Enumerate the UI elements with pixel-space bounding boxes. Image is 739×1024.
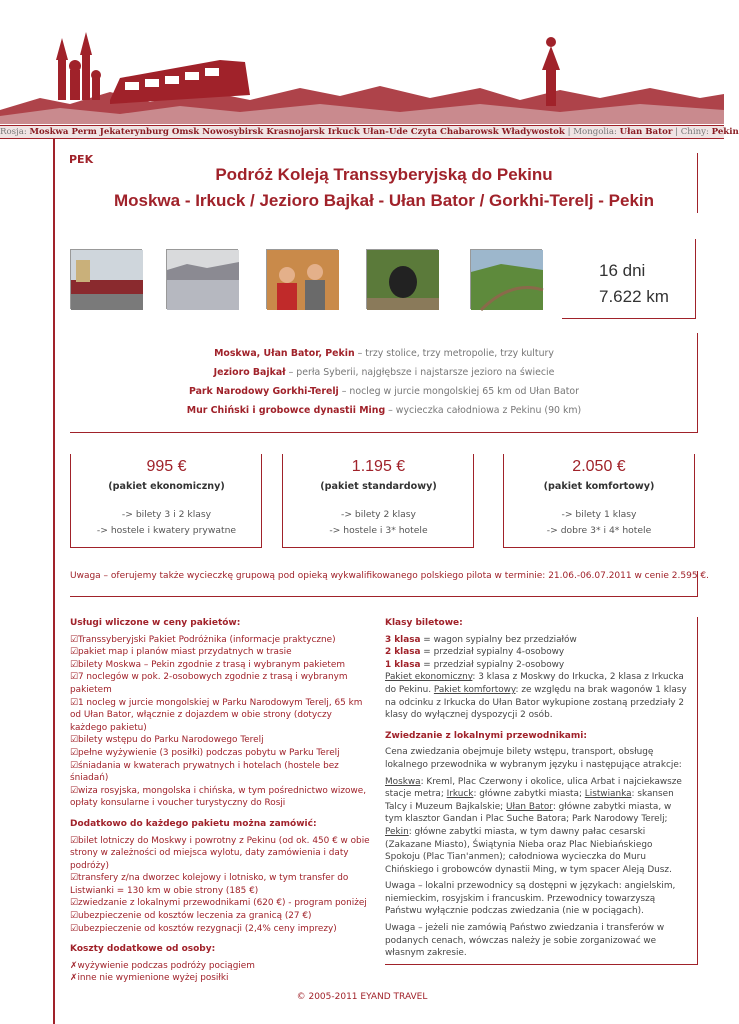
list-item: ✗ wyżywienie podczas podróży pociągiem [70, 960, 370, 973]
list-item: ✗ inne nie wymienione wyżej posiłki [70, 972, 370, 985]
highlight-item: Park Narodowy Gorkhi-Terelj – nocleg w jurcie mongolskiej 65 km od Ułan Bator [188, 386, 580, 397]
package-standard [282, 454, 474, 548]
package-comfort [503, 454, 695, 548]
class-1: 1 klasa = przedział sypialny 2-osobowy [385, 659, 565, 670]
class-2: 2 klasa = przedział sypialny 4-osobowy [385, 647, 565, 658]
package-price: 995 € [146, 458, 187, 475]
route-separator: | [567, 127, 571, 137]
route-mongolia-label: Mongolia: [573, 127, 617, 137]
photo-tunnel [366, 249, 438, 309]
guides-note: Uwaga – jeżeli nie zamówią Państwo zwiedzania i transferów w podanych cenach, wówczas należy je sobie zorganizować we własnym zakresie. [385, 923, 665, 959]
package-line: -> bilety 1 klasy [561, 509, 637, 520]
package-line: -> hostele i kwatery prywatne [96, 525, 237, 536]
trip-stats [562, 239, 696, 319]
photo-travellers [266, 249, 338, 309]
trip-code: PEK [69, 153, 94, 166]
list-item: ☑ bilety wstępu do Parku Narodowego Terelj [70, 734, 370, 747]
services-heading: Usługi wliczone w ceny pakietów: [70, 618, 241, 628]
list-item: ☑ ubezpieczenie od kosztów rezygnacji (2,4% ceny imprezy) [70, 923, 370, 936]
package-economy [70, 454, 262, 548]
list-item: ☑ pełne wyżywienie (3 posiłki) podczas pobytu w Parku Terelj [70, 747, 370, 760]
info-column [385, 617, 698, 965]
list-item: ☑ wiza rosyjska, mongolska i chińska, w tym pośrednictwo wizowe, opłaty konsularne i voucher turystyczny do Rosji [70, 785, 370, 810]
trip-distance: 7.622 km [599, 287, 669, 306]
guides-note: Uwaga – lokalni przewodnicy są dostępni w językach: angielskim, niemieckim, rosyjskim i francuskim. Przewodnicy towarzyszą Państwu wyłącznie podczas zwiedzania (nie w pociągach). [385, 881, 676, 917]
title-frame-rule [697, 153, 698, 213]
route-mongolia-cities: Ułan Bator [619, 127, 673, 137]
group-tour-note [70, 571, 709, 597]
list-item: ☑ Transsyberyjski Pakiet Podróżnika (informacje praktyczne) [70, 634, 370, 647]
route-separator: | [675, 127, 678, 137]
guides-intro: Cena zwiedzania obejmuje bilety wstępu, transport, obsługę lokalnego przewodnika w wybranym języku i następujące atrakcje: [385, 747, 682, 770]
highlight-item: Moskwa, Ułan Bator, Pekin – trzy stolice, trzy metropolie, trzy kultury [214, 348, 554, 359]
header-banner [0, 0, 724, 126]
package-price: 2.050 € [572, 458, 626, 475]
route-chiny-cities: Pekin [711, 127, 739, 137]
list-item: ☑ pakiet map i planów miast przydatnych w trasie [70, 646, 370, 659]
route-rosja-label: Rosja: [0, 127, 27, 137]
trip-duration: 16 dni [599, 261, 646, 280]
services-column [70, 617, 370, 993]
page-title: Podróż Koleją Transsyberyjską do Pekinu [215, 165, 553, 184]
photo-lake-baikal [166, 249, 238, 309]
package-line: -> dobre 3* i 4* hotele [546, 525, 652, 536]
page-subtitle: Moskwa - Irkuck / Jezioro Bajkał - Ułan Bator / Gorkhi-Terelj - Pekin [113, 191, 655, 210]
package-kind: (pakiet ekonomiczny) [108, 481, 225, 492]
package-divider [473, 454, 474, 548]
package-line: -> bilety 2 klasy [341, 509, 416, 520]
list-item: ☑ zwiedzanie z lokalnymi przewodnikami (620 €) - program poniżej [70, 897, 370, 910]
list-item: ☑ 1 nocleg w jurcie mongolskiej w Parku Narodowym Terelj, 65 km od Ułan Bator, włącznie z dojazdem w obie strony (dotyczy każdego pakietu) [70, 697, 370, 735]
list-item: ☑ śniadania w kwaterach prywatnych i hotelach (hostele bez śniadań) [70, 760, 370, 785]
route-chiny-label: Chiny: [680, 127, 709, 137]
list-item: ☑ bilet lotniczy do Moskwy i powrotny z Pekinu (od ok. 450 € w obie strony w zależności od miejsca wylotu, daty zamówienia i daty podróży) [70, 835, 370, 873]
extras-heading: Dodatkowo do każdego pakietu można zamówić: [70, 818, 317, 829]
list-item: ☑ transfery z/na dworzec kolejowy i lotnisko, w tym transfer do Listwianki = 130 km w obie strony (185 €) [70, 872, 370, 897]
package-divider [261, 454, 262, 548]
route-bar [0, 125, 739, 139]
package-price: 1.195 € [351, 458, 406, 475]
class-3: 3 klasa = wagon sypialny bez przedziałów [385, 634, 577, 645]
package-kind: (pakiet standardowy) [320, 481, 437, 492]
left-rule [53, 139, 55, 1024]
highlight-item: Mur Chiński i grobowce dynastii Ming – wycieczka całodniowa z Pekinu (90 km) [186, 405, 582, 416]
train-illustration [0, 0, 724, 126]
highlights-box [70, 333, 698, 433]
group-tour-note-text: Uwaga – oferujemy także wycieczkę grupową pod opieką wykwalifikowanego polskiego pilota w terminie: 21.06.-06.07.2011 w cenie 2.595 €. [70, 571, 709, 581]
route-rosja-cities: Moskwa Perm Jekaterynburg Omsk Nowosybirsk Krasnojarsk Irkuck Ułan-Ude Czyta Chabarowsk Władywostok [29, 127, 565, 137]
photo-train-station [70, 249, 142, 309]
package-line: -> hostele i 3* hotele [329, 525, 428, 536]
economy-package-info: Pakiet ekonomiczny: 3 klasa z Moskwy do Irkucka, 2 klasa z Irkucka do Pekinu. Pakiet komfortowy: ze względu na brak wagonów 1 klasy na odcinku z Irkucka do Ułan Bator wykupione zostaną przedziały 2 klasy do wyłącznej dyspozycji 2 osób. [385, 672, 687, 721]
package-line: -> bilety 3 i 2 klasy [121, 509, 212, 520]
costs-heading: Koszty dodatkowe od osoby: [70, 944, 216, 955]
classes-heading: Klasy biletowe: [385, 618, 463, 628]
list-item: ☑ 7 noclegów w pok. 2-osobowych zgodnie z trasą i wybranym pakietem [70, 671, 370, 696]
highlight-item: Jezioro Bajkał – perła Syberii, najgłębsze i najstarsze jezioro na świecie [213, 367, 555, 378]
footer-copyright: © 2005-2011 EYAND TRAVEL [296, 992, 428, 1002]
guides-heading: Zwiedzanie z lokalnymi przewodnikami: [385, 730, 587, 741]
package-kind: (pakiet komfortowy) [543, 481, 655, 492]
list-item: ☑ bilety Moskwa – Pekin zgodnie z trasą i wybranym pakietem [70, 659, 370, 672]
guides-program: Moskwa: Kreml, Plac Czerwony i okolice, ulica Arbat i najciekawsze stacje metra; Irkuck: główne zabytki miasta; Listwianka: skansen Talcy i Muzeum Bajkalskie; Ułan Bator: główne zabytki miasta, w tym klasztor Gandan i Plac Suche Batora; Park Narodowy Terelj; Pekin: główne zabytki miasta, w tym dawny pałac cesarski (Zakazane Miasto), Świątynia Nieba oraz Plac Niebiańskiego Spokoju (Plac Tian'anmen); całodniowa wycieczka do Muru Chińskiego i grobowców dynastii Ming, w tym spacer Aleją Dusz. [385, 776, 682, 875]
list-item: ☑ ubezpieczenie od kosztów leczenia za granicą (27 €) [70, 910, 370, 923]
photo-railway-curve [470, 249, 542, 309]
